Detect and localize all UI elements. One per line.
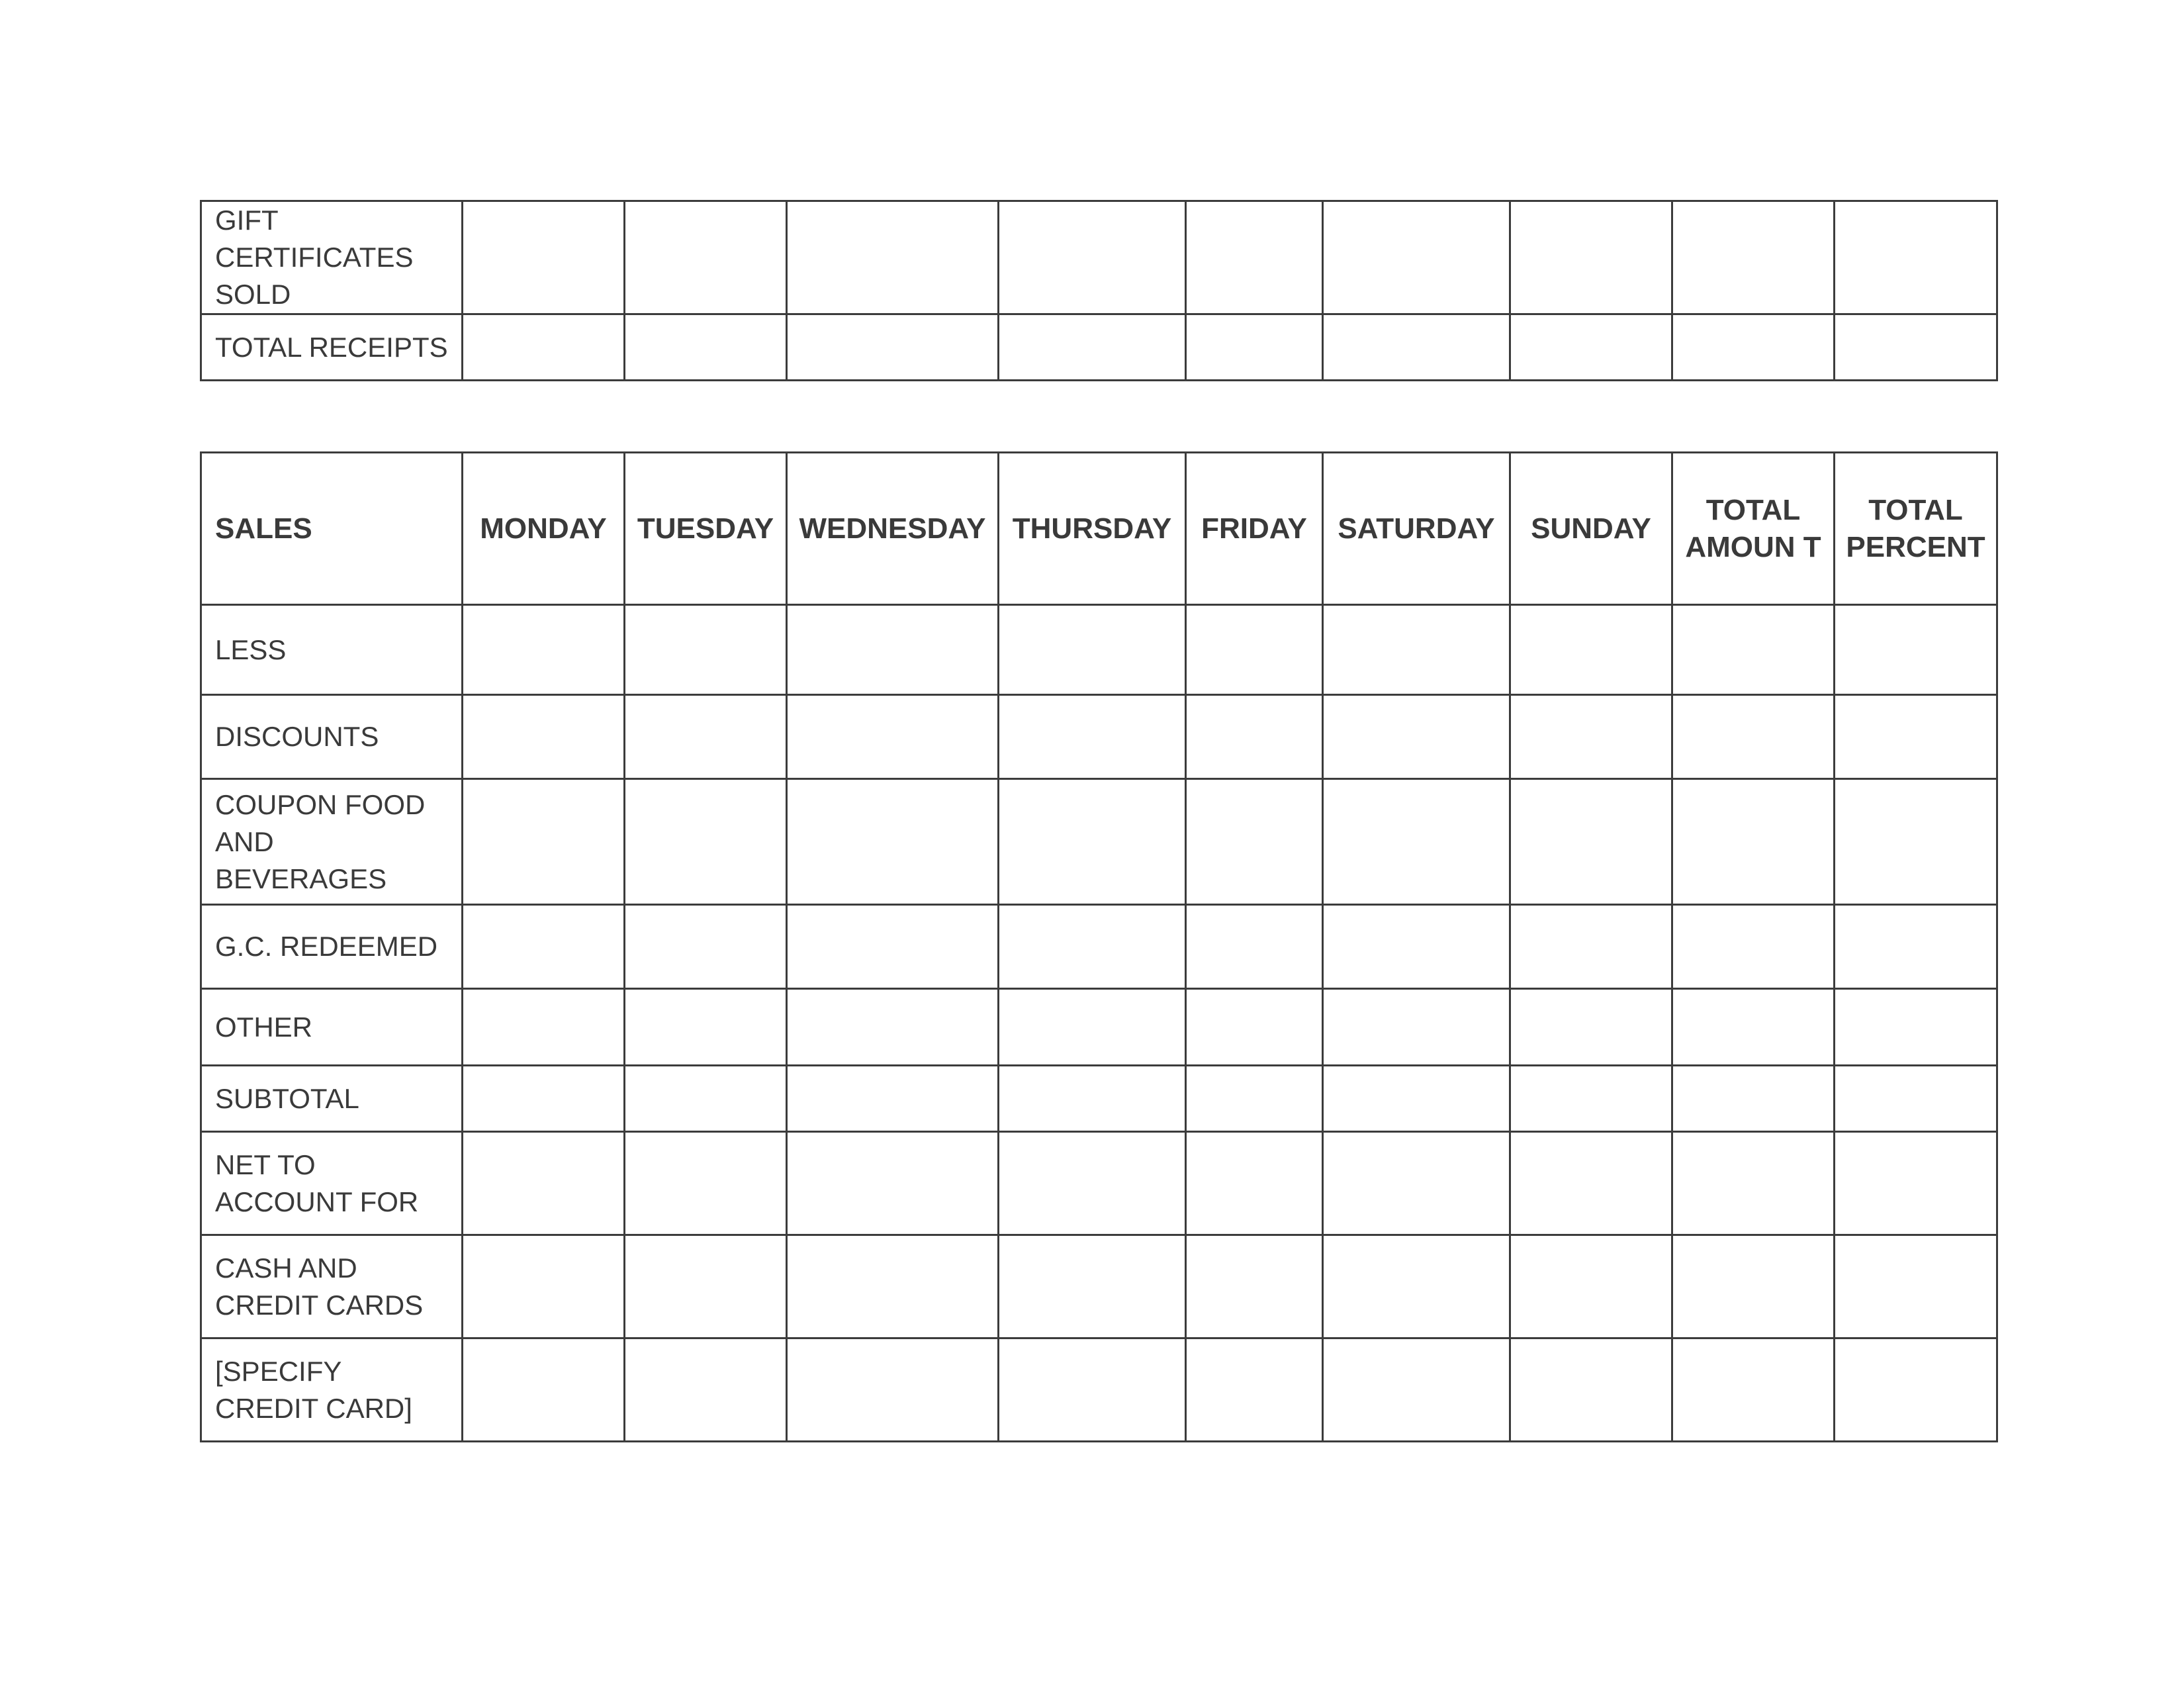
- header-monday: MONDAY: [463, 453, 625, 605]
- table-row: [201, 1132, 1997, 1235]
- input-cell[interactable]: [999, 695, 1186, 779]
- input-cell[interactable]: [1672, 695, 1835, 779]
- input-cell[interactable]: [1323, 1066, 1510, 1132]
- input-cell[interactable]: [463, 989, 625, 1066]
- input-cell[interactable]: [999, 605, 1186, 695]
- table-row: [201, 201, 1997, 314]
- header-thursday: THURSDAY: [999, 453, 1186, 605]
- input-cell[interactable]: [999, 1066, 1186, 1132]
- input-cell[interactable]: [1323, 201, 1510, 314]
- input-cell[interactable]: [1186, 779, 1323, 905]
- input-cell[interactable]: [625, 1066, 787, 1132]
- input-cell[interactable]: [1835, 605, 1997, 695]
- input-cell[interactable]: [787, 201, 999, 314]
- input-cell[interactable]: [1672, 1338, 1835, 1442]
- input-cell[interactable]: [1323, 905, 1510, 989]
- header-friday: FRIDAY: [1186, 453, 1323, 605]
- input-cell[interactable]: [999, 1132, 1186, 1235]
- input-cell[interactable]: [999, 989, 1186, 1066]
- input-cell[interactable]: [463, 605, 625, 695]
- table-row: [201, 779, 1997, 905]
- input-cell[interactable]: [1835, 1066, 1997, 1132]
- row-label: TOTAL RECEIPTS: [201, 314, 463, 381]
- input-cell[interactable]: [1186, 905, 1323, 989]
- input-cell[interactable]: [1672, 1066, 1835, 1132]
- input-cell[interactable]: [999, 1338, 1186, 1442]
- input-cell[interactable]: [1186, 201, 1323, 314]
- input-cell[interactable]: [1835, 695, 1997, 779]
- table-row: [201, 695, 1997, 779]
- row-label: SUBTOTAL: [201, 1066, 463, 1132]
- input-cell[interactable]: [1510, 1235, 1672, 1338]
- input-cell[interactable]: [463, 695, 625, 779]
- input-cell[interactable]: [1186, 605, 1323, 695]
- input-cell[interactable]: [1835, 905, 1997, 989]
- input-cell[interactable]: [1323, 1132, 1510, 1235]
- input-cell[interactable]: [1510, 989, 1672, 1066]
- input-cell[interactable]: [1672, 314, 1835, 381]
- header-row: [201, 453, 1997, 605]
- table-row: [201, 314, 1997, 381]
- input-cell[interactable]: [1510, 1338, 1672, 1442]
- row-label: COUPON FOOD AND BEVERAGES: [201, 779, 463, 905]
- input-cell[interactable]: [463, 1066, 625, 1132]
- input-cell[interactable]: [463, 1132, 625, 1235]
- row-label: GIFT CERTIFICATES SOLD: [201, 201, 463, 314]
- input-cell[interactable]: [1186, 1235, 1323, 1338]
- input-cell[interactable]: [999, 1235, 1186, 1338]
- header-total-amount: TOTAL AMOUN T: [1672, 453, 1835, 605]
- input-cell[interactable]: [1835, 314, 1997, 381]
- input-cell[interactable]: [1186, 1338, 1323, 1442]
- header-sunday: SUNDAY: [1510, 453, 1672, 605]
- input-cell[interactable]: [625, 314, 787, 381]
- input-cell[interactable]: [999, 905, 1186, 989]
- input-cell[interactable]: [1672, 1235, 1835, 1338]
- input-cell[interactable]: [1510, 695, 1672, 779]
- row-label: G.C. REDEEMED: [201, 905, 463, 989]
- row-label: OTHER: [201, 989, 463, 1066]
- input-cell[interactable]: [463, 314, 625, 381]
- table-row: [201, 605, 1997, 695]
- table-row: [201, 905, 1997, 989]
- input-cell[interactable]: [625, 989, 787, 1066]
- row-label: CASH AND CREDIT CARDS: [201, 1235, 463, 1338]
- input-cell[interactable]: [625, 1235, 787, 1338]
- input-cell[interactable]: [625, 695, 787, 779]
- input-cell[interactable]: [1672, 779, 1835, 905]
- header-sales: SALES: [201, 453, 463, 605]
- header-tuesday: TUESDAY: [625, 453, 787, 605]
- input-cell[interactable]: [1835, 201, 1997, 314]
- input-cell[interactable]: [999, 314, 1186, 381]
- input-cell[interactable]: [1672, 905, 1835, 989]
- input-cell[interactable]: [787, 1235, 999, 1338]
- input-cell[interactable]: [463, 905, 625, 989]
- input-cell[interactable]: [787, 314, 999, 381]
- input-cell[interactable]: [625, 1338, 787, 1442]
- table-row: [201, 989, 1997, 1066]
- input-cell[interactable]: [625, 779, 787, 905]
- input-cell[interactable]: [625, 201, 787, 314]
- input-cell[interactable]: [1323, 695, 1510, 779]
- input-cell[interactable]: [1835, 1132, 1997, 1235]
- input-cell[interactable]: [1510, 605, 1672, 695]
- input-cell[interactable]: [787, 695, 999, 779]
- table-row: [201, 1066, 1997, 1132]
- input-cell[interactable]: [1510, 1132, 1672, 1235]
- input-cell[interactable]: [1672, 605, 1835, 695]
- receipts-table: [200, 200, 1998, 381]
- input-cell[interactable]: [1186, 989, 1323, 1066]
- row-label: [SPECIFY CREDIT CARD]: [201, 1338, 463, 1442]
- input-cell[interactable]: [787, 905, 999, 989]
- input-cell[interactable]: [1186, 1066, 1323, 1132]
- input-cell[interactable]: [1672, 1132, 1835, 1235]
- input-cell[interactable]: [787, 1338, 999, 1442]
- input-cell[interactable]: [999, 779, 1186, 905]
- row-label: LESS: [201, 605, 463, 695]
- input-cell[interactable]: [787, 989, 999, 1066]
- input-cell[interactable]: [1672, 201, 1835, 314]
- input-cell[interactable]: [1323, 1235, 1510, 1338]
- header-wednesday: WEDNESDAY: [787, 453, 999, 605]
- input-cell[interactable]: [463, 1338, 625, 1442]
- input-cell[interactable]: [787, 1066, 999, 1132]
- input-cell[interactable]: [1510, 905, 1672, 989]
- input-cell[interactable]: [1323, 989, 1510, 1066]
- input-cell[interactable]: [1323, 779, 1510, 905]
- input-cell[interactable]: [1672, 989, 1835, 1066]
- input-cell[interactable]: [1510, 779, 1672, 905]
- header-saturday: SATURDAY: [1323, 453, 1510, 605]
- table-row: [201, 1235, 1997, 1338]
- input-cell[interactable]: [1510, 314, 1672, 381]
- input-cell[interactable]: [463, 1235, 625, 1338]
- input-cell[interactable]: [1835, 1338, 1997, 1442]
- input-cell[interactable]: [1323, 605, 1510, 695]
- input-cell[interactable]: [1510, 201, 1672, 314]
- table-row: [201, 1338, 1997, 1442]
- input-cell[interactable]: [999, 201, 1186, 314]
- input-cell[interactable]: [1835, 989, 1997, 1066]
- input-cell[interactable]: [1186, 314, 1323, 381]
- input-cell[interactable]: [463, 779, 625, 905]
- input-cell[interactable]: [787, 605, 999, 695]
- input-cell[interactable]: [1186, 695, 1323, 779]
- input-cell[interactable]: [1835, 1235, 1997, 1338]
- input-cell[interactable]: [625, 1132, 787, 1235]
- input-cell[interactable]: [1186, 1132, 1323, 1235]
- input-cell[interactable]: [1835, 779, 1997, 905]
- input-cell[interactable]: [1510, 1066, 1672, 1132]
- input-cell[interactable]: [1323, 1338, 1510, 1442]
- input-cell[interactable]: [1323, 314, 1510, 381]
- input-cell[interactable]: [463, 201, 625, 314]
- input-cell[interactable]: [625, 905, 787, 989]
- sales-table: [200, 451, 1998, 1442]
- input-cell[interactable]: [787, 1132, 999, 1235]
- row-label: NET TO ACCOUNT FOR: [201, 1132, 463, 1235]
- header-total-percent: TOTAL PERCENT: [1835, 453, 1997, 605]
- row-label: DISCOUNTS: [201, 695, 463, 779]
- input-cell[interactable]: [787, 779, 999, 905]
- input-cell[interactable]: [625, 605, 787, 695]
